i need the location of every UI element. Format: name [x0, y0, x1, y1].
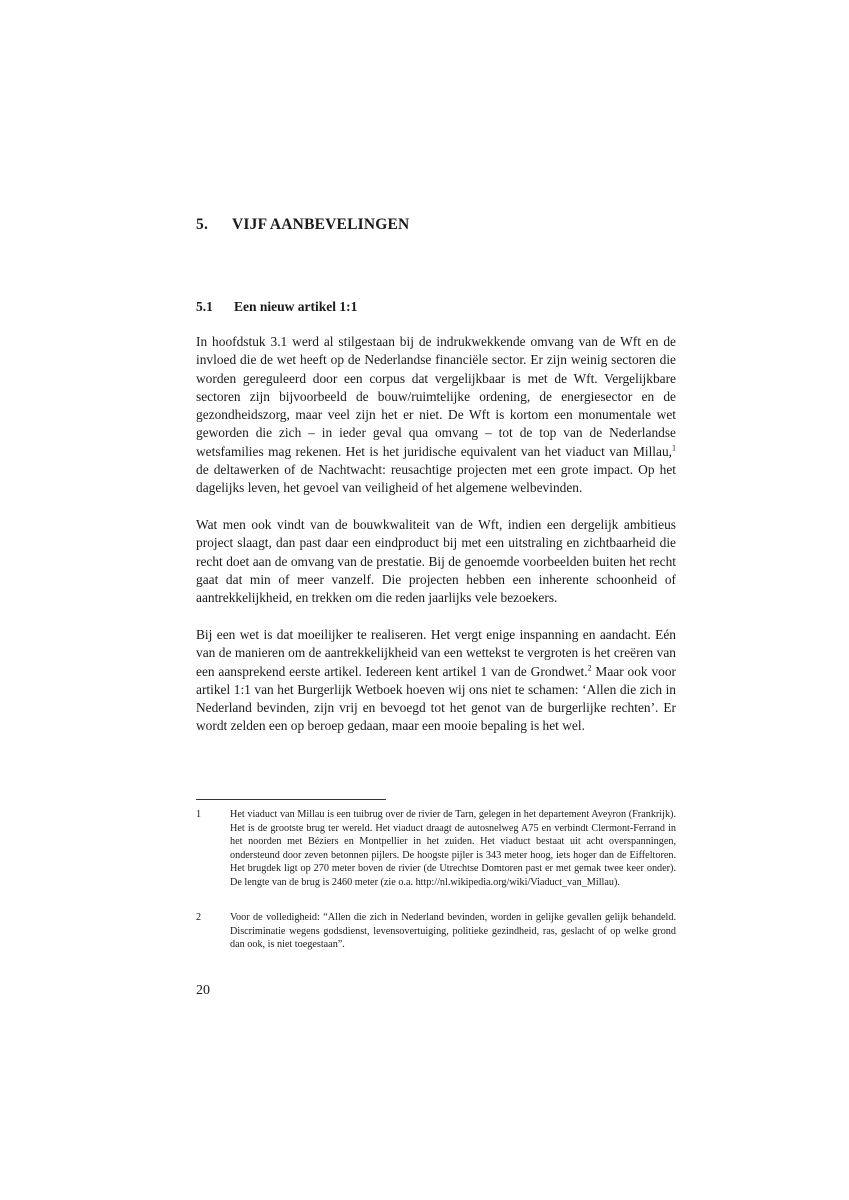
footnote-number: 1 [196, 809, 202, 820]
paragraph-3-text-a: Bij een wet is dat moeilijker te realiseren. Het vergt enige inspanning en aandacht. Eén van de manieren om de aantrekkelijkheid van een wettekst te vergroten is het creëren van een aansprekend eerste artikel. Iedereen kent artikel 1 van de Grondwet. [196, 627, 676, 679]
section-title: Een nieuw artikel 1:1 [234, 299, 358, 314]
chapter-number: 5. [196, 216, 209, 233]
paragraph-3-text-b: Maar ook voor artikel 1:1 van het Burgerlijk Wetboek hoeven wij ons niet te schamen: ‘Allen die zich in Nederland bevinden, zijn vrij en bevoegd tot het genot van de burgerlijke rechten’. Er wordt zelden een op beroep gedaan, maar een mooie bepaling is het wel. [196, 663, 676, 734]
paragraph-1 [196, 333, 676, 498]
footnote-ref-1: 1 [672, 443, 676, 453]
section-number: 5.1 [196, 299, 213, 314]
paragraph-1-text-a: In hoofdstuk 3.1 werd al stilgestaan bij de indrukwekkende omvang van de Wft en de invloed die de wet heeft op de Nederlandse financiële sector. Er zijn weinig sectoren die worden gereguleerd door een corpus dat vergelijkbaar is met de Wft. Vergelijkbare sectoren zijn bijvoorbeeld de bouw/ruimtelijke ordening, de energiesector en de gezondheidszorg, maar veel zijn het er niet. De Wft is kortom een monumentale wet geworden die zich – in ieder geval qua omvang – tot de top van de Nederlandse wetsfamilies mag rekenen. Het is het juridische equivalent van het viaduct van Millau, [196, 334, 676, 459]
footnote-number: 2 [196, 912, 202, 923]
footnote-2 [196, 911, 676, 952]
paragraph-2: Wat men ook vindt van de bouwkwaliteit van de Wft, indien een dergelijk ambitieus project slaagt, dan past daar een eindproduct bij met een uitstraling en zichtbaarheid die recht doet aan de omvang van de prestatie. Bij de genoemde voorbeelden buiten het recht gaat dat min of meer vanzelf. Die projecten hebben een inherente schoonheid of aantrekkelijkheid, en trekken om die reden jaarlijks vele bezoekers. [196, 517, 676, 606]
footnote-1 [196, 808, 676, 890]
paragraph-1-text-b: de deltawerken of de Nachtwacht: reusachtige projecten met een grote impact. Op het dagelijks leven, het gevoel van veiligheid of het algemene welbevinden. [196, 462, 676, 496]
footnote-divider [196, 799, 386, 800]
chapter-heading [196, 216, 409, 234]
chapter-title: VIJF AANBEVELINGEN [232, 216, 410, 233]
paragraph-3 [196, 626, 676, 736]
section-heading [196, 299, 357, 315]
footnote-text: Voor de volledigheid: “Allen die zich in Nederland bevinden, worden in gelijke gevallen gelijk behandeld. Discriminatie wegens godsdienst, levensovertuiging, politieke gezindheid, ras, geslacht of op welke grond dan ook, is niet toegestaan”. [230, 912, 676, 951]
footnote-text: Het viaduct van Millau is een tuibrug over de rivier de Tarn, gelegen in het departement Aveyron (Frankrijk). Het is de grootste brug ter wereld. Het viaduct draagt de autosnelweg A75 en verbindt Clermont-Ferrand in het noorden met Béziers en Montpellier in het zuiden. Het viaduct bestaat uit acht overspanningen, ondersteund door zeven betonnen pijlers. De hoogste pijler is 343 meter hoog, iets hoger dan de Eiffeltoren. Het brugdek ligt op 270 meter boven de rivier (de Utrechtse Domtoren past er met gemak twee keer onder). De lengte van de brug is 2460 meter (zie o.a. http://nl.wikipedia.org/wiki/Viaduct_van_Millau). [230, 809, 676, 888]
footnote-ref-2: 2 [587, 663, 592, 673]
page-number: 20 [196, 983, 210, 998]
